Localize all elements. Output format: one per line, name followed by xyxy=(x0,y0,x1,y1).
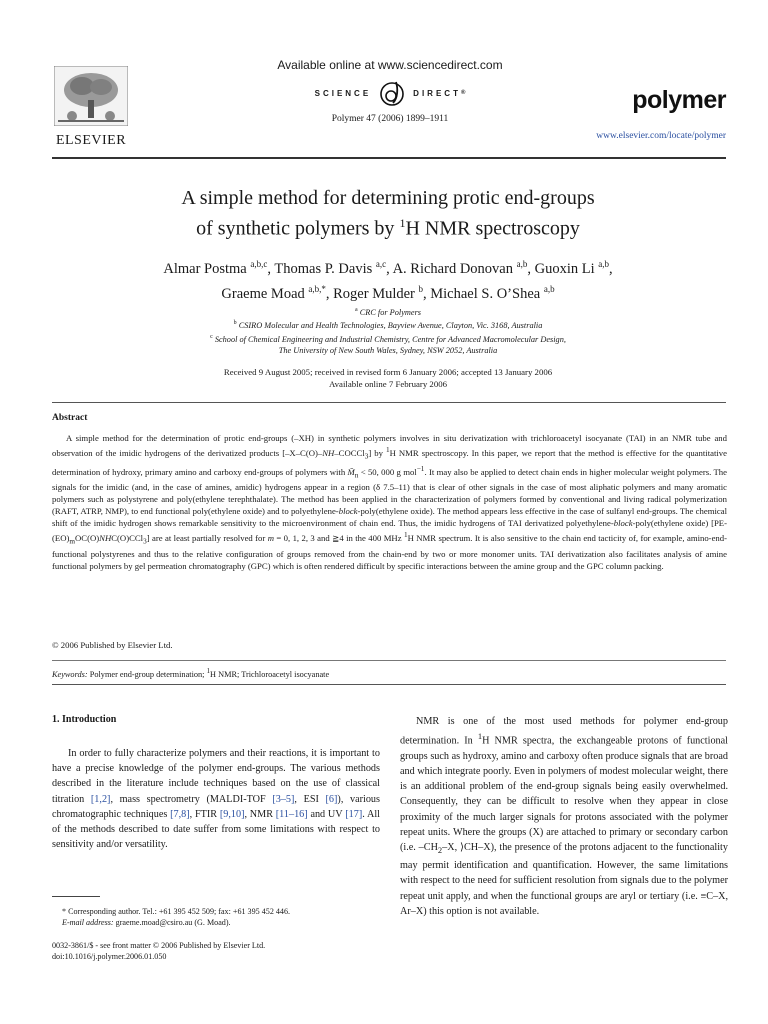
citation-link[interactable]: [17] xyxy=(345,808,363,820)
doi-link[interactable]: doi:10.1016/j.polymer.2006.01.050 xyxy=(52,952,167,962)
header-divider xyxy=(52,157,726,159)
author-name[interactable]: Guoxin Li xyxy=(534,260,595,277)
article-history xyxy=(60,366,716,390)
affiliation-c-cont: The University of New South Wales, Sydney, NSW 2052, Australia xyxy=(278,346,498,356)
author-name[interactable]: Almar Postma xyxy=(163,260,247,277)
affiliation-b: $^b$ CSIRO Molecular and Health Technologies, Bayview Avenue, Clayton, Vic. 3168, Australia xyxy=(233,320,543,331)
footnote-email: E-mail address: graeme.moad@csiro.au (G. Moad). xyxy=(62,918,231,927)
journal-logo: polymer xyxy=(632,86,726,114)
available-date: Available online 7 February 2006 xyxy=(328,379,448,389)
author-name[interactable]: Thomas P. Davis xyxy=(274,260,373,277)
title-line-1: A simple method for determining protic end-groups xyxy=(181,187,595,209)
available-online-link[interactable]: Available online at www.sciencedirect.com xyxy=(277,58,503,72)
abstract-copyright: © 2006 Published by Elsevier Ltd. xyxy=(52,640,173,650)
affiliation-a: $^a$ CRC for Polymers xyxy=(354,307,422,317)
elsevier-tree-icon xyxy=(54,66,128,126)
corresponding-author-footnote xyxy=(52,906,380,928)
abstract-heading: Abstract xyxy=(52,413,88,423)
citation-link[interactable]: [9,10] xyxy=(219,808,245,820)
sd-right-text: DIRECT xyxy=(413,88,461,98)
received-dates: Received 9 August 2005; received in revised form 6 January 2006; accepted 13 January 2006 xyxy=(223,367,553,377)
abstract-text: A simple method for the determination of protic end-groups (–XH) in synthetic polymers involves in situ derivatization with trichloroacetyl isocyanate (TAI) in an NMR tube and observation of the imidic hydrogens of the derivatized products [–X–C(O)–NH–COCCl$_3$] by $^1$H NMR spectroscopy. In this paper, we report that the method is effective for the quantitative determination of hydroxy, primary amino and carboxy end-groups of polymers with $M̄_n < 50$, 000 g mol$^{-1}$. It may also be applied to detect chain ends in higher molecular weight polymers. The signals for the imidic (and, in the case of amines, amidic) hydrogens appear in a region (δ 7.5–11) that is clear of other signals in the case of most aliphatic polymers and many aromatic polymers such as polystyrene and poly(ethylene terephthalate). The method has been applied in the characterization of polymers formed by conventional and living radical polymerization (RAFT, ATRP, NMP), to end functional poly(ethylene oxide) and to polyethylene-block-poly(ethylene oxide). The method appears less effective in the case of sulfanyl end-groups. The chemical shift of the imidic hydrogen shows remarkable sensitivity to the microenvironment of chain end. Thus, the imidic hydrogens of TAI derivatized polyethylene-block-poly(ethylene oxide) $[PE-(EO)_mOC(O)NHC(O)CCl_3]$ are at least partially resolved for m = 0, 1, 2, 3 and ≧4 in the 400 MHz $^1$H NMR spectrum. It is also sensitive to the chain end tacticity of, for example, amino-end-functional polystyrenes and thus to the relative configuration of groups removed from the chain-end by two or more monomer units. TAI derivatization also facilitates analysis of amine functional polymers by gel permeation chromatography (GPC) which is often rendered difficult by specific interactions between the amine group and the GPC column packing. xyxy=(52,433,728,571)
journal-reference: Polymer 47 (2006) 1899–1911 xyxy=(331,114,449,124)
keywords-label: Keywords: xyxy=(52,669,88,679)
citation-link[interactable]: [11–16] xyxy=(275,808,308,820)
citation-link[interactable]: [7,8] xyxy=(170,808,190,820)
author-name[interactable]: Michael S. O’Shea xyxy=(430,285,541,302)
keywords-top-divider xyxy=(52,660,726,661)
sciencedirect-banner xyxy=(230,58,550,124)
citation-link[interactable]: [1,2] xyxy=(90,793,111,805)
issn-line: 0032-3861/$ - see front matter © 2006 Published by Elsevier Ltd. xyxy=(52,941,266,950)
journal-brand xyxy=(596,86,726,141)
article-title xyxy=(60,186,716,242)
email-link[interactable]: graeme.moad@csiro.au (G. Moad). xyxy=(113,918,231,927)
sd-trademark: ® xyxy=(460,90,466,96)
author-list xyxy=(60,254,716,304)
footnote-divider xyxy=(52,896,100,897)
author-name[interactable]: Graeme Moad xyxy=(221,285,305,302)
sciencedirect-logo xyxy=(230,78,550,108)
author-line-1: Almar Postma $^{a,b,c}$, Thomas P. Davis $^{a,c}$, A. Richard Donovan $^{a,b}$, Guoxin Li $^{a,b}$, xyxy=(163,259,613,277)
section-heading-introduction: 1. Introduction xyxy=(52,714,117,725)
affiliations xyxy=(60,305,716,357)
publisher-name: ELSEVIER xyxy=(55,133,127,148)
affiliation-c: $^c$ School of Chemical Engineering and Industrial Chemistry, Centre for Advanced Macromolecular Design, xyxy=(210,333,566,344)
nmr-paragraph: NMR is one of the most used methods for polymer end-group determination. In $^1$H NMR spectra, the exchangeable protons of functional groups such as hydroxy, amino and carboxy often produce signals that are broad and which integrate poorly. Even in polymers of modest molecular weight, there is an additional problem of the end-group signals being easily overwhelmed. Consequently, they can be difficult to resolve when they appear in close proximity of the much larger signals for protons associated with the polymer repeat units. Where the groups (X) are attached to primary or secondary carbon (i.e. $-CH_2-X$, ⟩CH–X), the presence of the protons adjacent to the functionality may permit identification and quantification. However, the same limitations with respect to the need for sufficient resolution from signals due to the polymer repeat unit apply, and when the functional groups are aryl or tertiary (i.e. ≡C–X, Ar–X) this option is not available. xyxy=(400,716,728,917)
sciencedirect-d-icon xyxy=(377,78,407,108)
sd-left-text: SCIENCE xyxy=(314,88,372,98)
issn-doi xyxy=(52,940,380,963)
footnote-contact: * Corresponding author. Tel.: +61 395 452 509; fax: +61 395 452 446. xyxy=(62,907,291,916)
citation-link[interactable]: [3–5] xyxy=(272,793,295,805)
citation-link[interactable]: [6] xyxy=(325,793,338,805)
author-name[interactable]: A. Richard Donovan xyxy=(392,260,513,277)
intro-paragraph: In order to fully characterize polymers and their reactions, it is important to have a precise knowledge of the polymer end-groups. The various methods described in the literature include techniques based on the use of classical titration [1,2], mass spectrometry (MALDI-TOF [3–5], ESI [6]), various chromatographic techniques [7,8], FTIR [9,10], NMR [11–16] and UV [17]. All of the methods described to date suffer from some limitations with respect to sensitivity and/or versatility. xyxy=(52,748,380,851)
journal-url-link[interactable]: www.elsevier.com/locate/polymer xyxy=(596,131,726,141)
author-name[interactable]: Roger Mulder xyxy=(333,285,415,302)
keywords: Keywords: Polymer end-group determination; $^1$H NMR; Trichloroacetyl isocyanate xyxy=(52,668,330,679)
keywords-bottom-divider xyxy=(52,684,726,685)
abstract-top-divider xyxy=(52,402,726,403)
publisher-logo xyxy=(52,66,130,149)
title-line-2: of synthetic polymers by $^1$H NMR spectroscopy xyxy=(196,216,580,240)
author-line-2: Graeme Moad $^{a,b,*}$, Roger Mulder $^b$, Michael S. O’Shea $^{a,b}$ xyxy=(221,283,555,302)
